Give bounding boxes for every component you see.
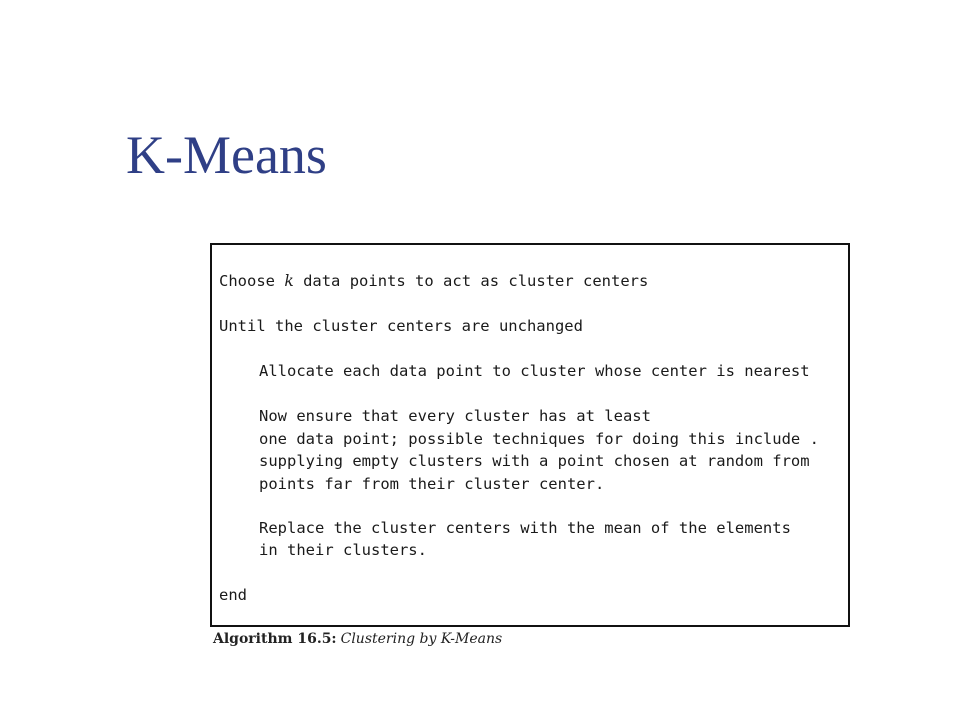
algorithm-line-ensure-4: points far from their cluster center.	[259, 475, 605, 493]
slide-title: K-Means	[126, 125, 327, 185]
algorithm-line-end: end	[219, 586, 247, 604]
algorithm-box	[210, 243, 850, 627]
algorithm-line-choose	[219, 274, 648, 290]
algorithm-line-replace-1: Replace the cluster centers with the mean of the elements	[259, 519, 791, 537]
algorithm-line-ensure-1: Now ensure that every cluster has at least	[259, 407, 651, 425]
choose-prefix: Choose	[219, 272, 285, 290]
caption-text: Clustering by K-Means	[340, 631, 503, 647]
algorithm-line-ensure-2: one data point; possible techniques for doing this include .	[259, 430, 819, 448]
algorithm-line-allocate: Allocate each data point to cluster whose center is nearest	[259, 362, 810, 380]
algorithm-line-until: Until the cluster centers are unchanged	[219, 317, 583, 335]
algorithm-line-ensure-3: supplying empty clusters with a point chosen at random from	[259, 452, 810, 470]
caption-label: Algorithm 16.5:	[213, 631, 337, 647]
algorithm-line-replace-2: in their clusters.	[259, 541, 427, 559]
variable-k: k	[284, 272, 294, 290]
choose-suffix: data points to act as cluster centers	[293, 272, 649, 290]
algorithm-caption	[213, 631, 502, 647]
